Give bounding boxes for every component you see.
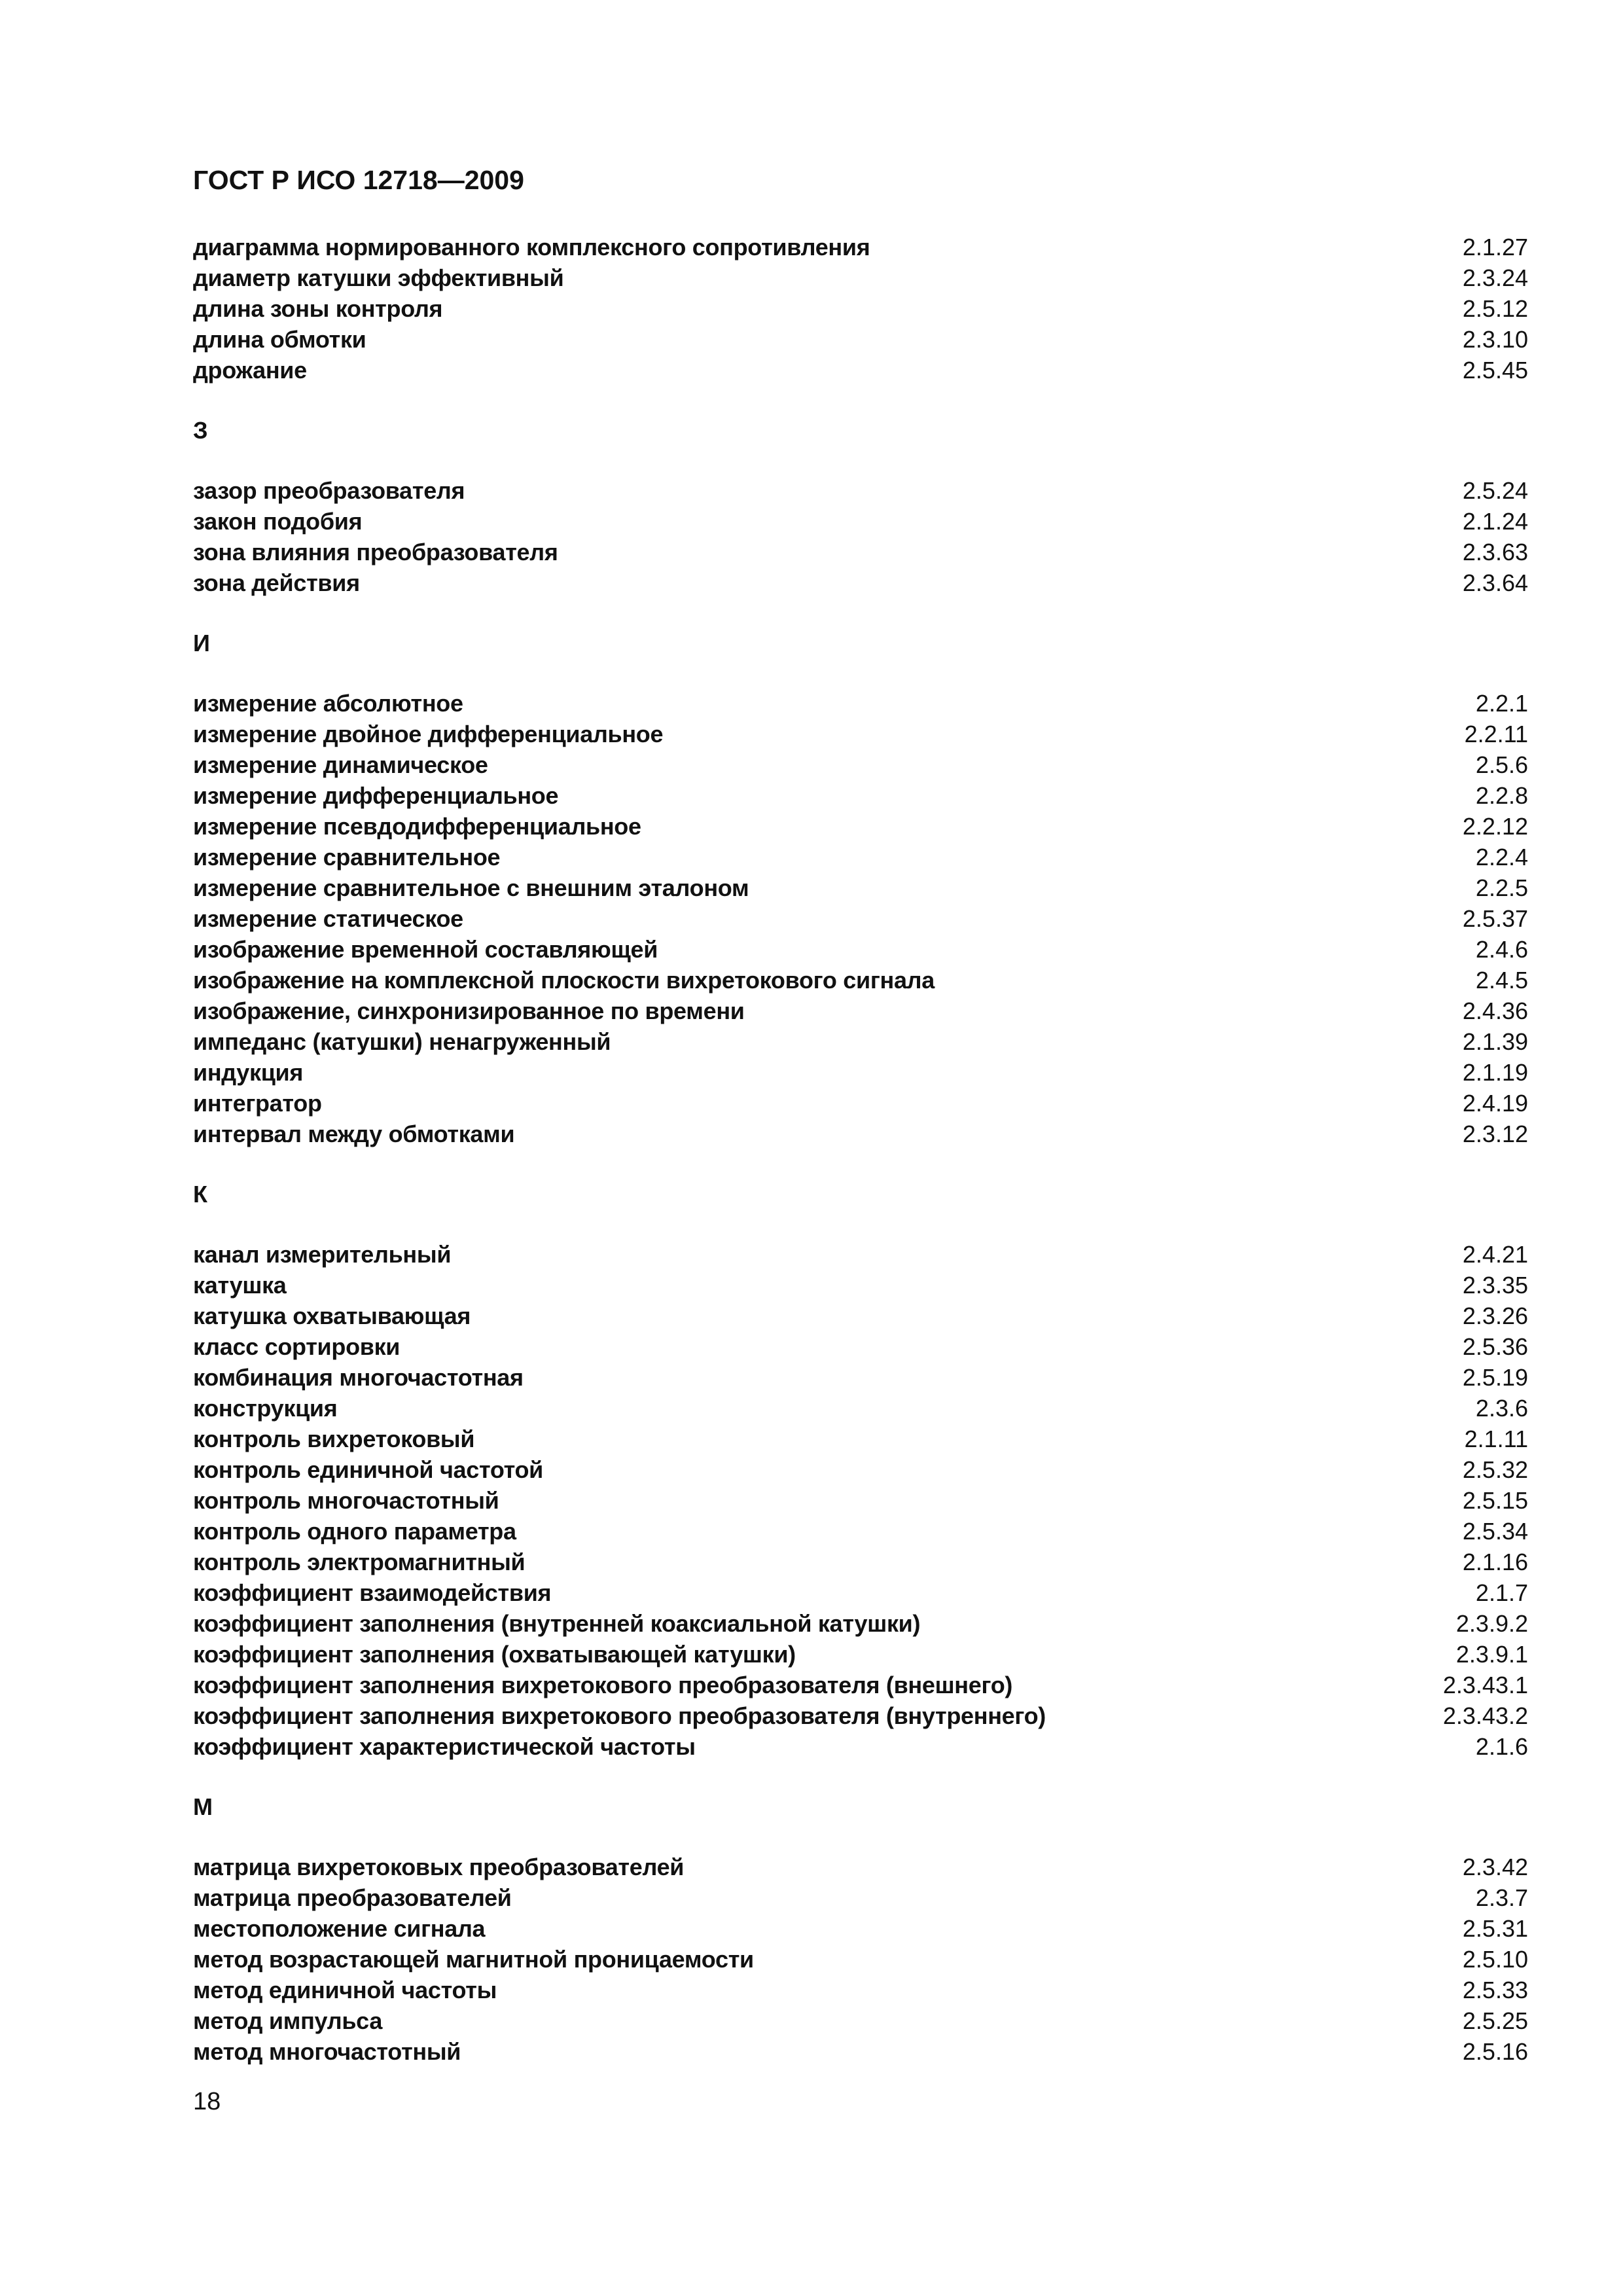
index-term: измерение двойное дифференциальное — [193, 721, 664, 747]
index-entry — [193, 1057, 1528, 1088]
index-entry — [193, 2005, 1528, 2036]
index-entry — [193, 934, 1528, 965]
index-reference: 2.3.64 — [1462, 569, 1528, 596]
index-reference: 2.5.24 — [1462, 477, 1528, 504]
index-reference: 2.2.8 — [1475, 782, 1528, 809]
index-term: матрица преобразователей — [193, 1884, 512, 1911]
index-term: метод импульса — [193, 2007, 383, 2034]
section-letter: З — [193, 417, 208, 444]
index-entry — [193, 1731, 1528, 1762]
index-reference: 2.2.5 — [1475, 874, 1528, 901]
index-section — [193, 628, 1528, 1149]
index-term: класс сортировки — [193, 1333, 401, 1360]
index-term: зона действия — [193, 569, 360, 596]
document-header: ГОСТ Р ИСО 12718—2009 — [193, 165, 524, 195]
index-reference: 2.3.10 — [1462, 326, 1528, 353]
index-reference: 2.4.5 — [1475, 967, 1528, 994]
index-section — [193, 1791, 1528, 2067]
index-entry — [193, 506, 1528, 537]
index-reference: 2.1.7 — [1475, 1579, 1528, 1606]
index-entry — [193, 1026, 1528, 1057]
index-reference: 2.3.43.2 — [1442, 1702, 1528, 1729]
index-entry — [193, 1882, 1528, 1913]
page-number: 18 — [193, 2088, 221, 2115]
index-reference: 2.2.1 — [1475, 690, 1528, 717]
index-term: местоположение сигнала — [193, 1915, 486, 1942]
index-reference: 2.3.26 — [1462, 1302, 1528, 1329]
index-term: контроль единичной частотой — [193, 1456, 544, 1483]
index-term: катушка охватывающая — [193, 1302, 471, 1329]
index-reference: 2.4.21 — [1462, 1241, 1528, 1268]
index-reference: 2.3.12 — [1462, 1121, 1528, 1147]
index-term: длина зоны контроля — [193, 295, 443, 322]
index-section — [193, 415, 1528, 598]
index-term: импеданс (катушки) ненагруженный — [193, 1028, 611, 1055]
index-term: изображение временной составляющей — [193, 936, 658, 963]
index-reference: 2.5.34 — [1462, 1518, 1528, 1545]
index-entry — [193, 324, 1528, 355]
index-entry — [193, 1944, 1528, 1975]
index-entry — [193, 537, 1528, 567]
index-term: метод многочастотный — [193, 2038, 461, 2065]
index-entry — [193, 903, 1528, 934]
index-reference: 2.5.19 — [1462, 1364, 1528, 1391]
index-reference: 2.3.9.1 — [1455, 1641, 1528, 1668]
index-term: коэффициент характеристической частоты — [193, 1733, 696, 1760]
index-term: катушка — [193, 1272, 287, 1299]
index-entry — [193, 1670, 1528, 1700]
index-entry — [193, 688, 1528, 719]
index-entries — [193, 1852, 1528, 2067]
index-entry — [193, 293, 1528, 324]
index-entry — [193, 1270, 1528, 1300]
index-entry — [193, 1362, 1528, 1393]
index-entry — [193, 1516, 1528, 1547]
index-entry — [193, 749, 1528, 780]
section-letter: И — [193, 630, 210, 656]
index-reference: 2.3.42 — [1462, 1854, 1528, 1880]
index-entry — [193, 965, 1528, 996]
index-entry — [193, 780, 1528, 811]
index-entry — [193, 811, 1528, 842]
index-reference: 2.2.4 — [1475, 844, 1528, 870]
index-entry — [193, 1088, 1528, 1119]
index-term: изображение, синхронизированное по времени — [193, 997, 745, 1024]
index-reference: 2.5.12 — [1462, 295, 1528, 322]
index-entry — [193, 1608, 1528, 1639]
index-entry — [193, 1639, 1528, 1670]
index-term: коэффициент взаимодействия — [193, 1579, 552, 1606]
index-term: метод возрастающей магнитной проницаемости — [193, 1946, 754, 1973]
index-term: интервал между обмотками — [193, 1121, 515, 1147]
index-entry — [193, 232, 1528, 262]
index-entries — [193, 688, 1528, 1149]
index-entry — [193, 1119, 1528, 1149]
index-reference: 2.1.27 — [1462, 234, 1528, 260]
index-section — [193, 1179, 1528, 1762]
index-entry — [193, 567, 1528, 598]
index-reference: 2.5.16 — [1462, 2038, 1528, 2065]
index-reference: 2.5.6 — [1475, 751, 1528, 778]
alphabetical-index — [193, 232, 1528, 2067]
index-term: измерение статическое — [193, 905, 463, 932]
index-term: конструкция — [193, 1395, 338, 1422]
index-section — [193, 232, 1528, 386]
index-entry — [193, 842, 1528, 872]
index-reference: 2.1.11 — [1464, 1426, 1528, 1452]
index-reference: 2.2.11 — [1464, 721, 1528, 747]
index-term: зона влияния преобразователя — [193, 539, 558, 565]
index-term: метод единичной частоты — [193, 1977, 497, 2003]
index-reference: 2.2.12 — [1462, 813, 1528, 840]
index-entry — [193, 1547, 1528, 1577]
index-entry — [193, 1975, 1528, 2005]
index-term: коэффициент заполнения (охватывающей катушки) — [193, 1641, 796, 1668]
index-entry — [193, 1913, 1528, 1944]
index-term: коэффициент заполнения (внутренней коаксиальной катушки) — [193, 1610, 921, 1637]
index-term: коэффициент заполнения вихретокового преобразователя (внутреннего) — [193, 1702, 1046, 1729]
index-term: контроль электромагнитный — [193, 1549, 526, 1575]
index-term: измерение динамическое — [193, 751, 488, 778]
index-entry — [193, 872, 1528, 903]
index-entry — [193, 1300, 1528, 1331]
index-reference: 2.4.6 — [1475, 936, 1528, 963]
index-entry — [193, 719, 1528, 749]
index-entry — [193, 1852, 1528, 1882]
index-entry — [193, 262, 1528, 293]
index-term: измерение псевдодифференциальное — [193, 813, 641, 840]
index-entry — [193, 1424, 1528, 1454]
index-term: контроль вихретоковый — [193, 1426, 475, 1452]
index-reference: 2.5.32 — [1462, 1456, 1528, 1483]
index-reference: 2.5.15 — [1462, 1487, 1528, 1514]
index-term: контроль одного параметра — [193, 1518, 516, 1545]
section-letter: М — [193, 1793, 213, 1820]
index-term: дрожание — [193, 357, 307, 384]
index-entry — [193, 1577, 1528, 1608]
index-reference: 2.3.63 — [1462, 539, 1528, 565]
index-entry — [193, 2036, 1528, 2067]
index-reference: 2.5.25 — [1462, 2007, 1528, 2034]
index-reference: 2.4.36 — [1462, 997, 1528, 1024]
index-reference: 2.3.7 — [1475, 1884, 1528, 1911]
index-entry — [193, 1485, 1528, 1516]
index-reference: 2.3.35 — [1462, 1272, 1528, 1299]
index-term: зазор преобразователя — [193, 477, 465, 504]
index-term: контроль многочастотный — [193, 1487, 499, 1514]
index-reference: 2.5.45 — [1462, 357, 1528, 384]
index-reference: 2.1.19 — [1462, 1059, 1528, 1086]
index-term: комбинация многочастотная — [193, 1364, 524, 1391]
section-letter: К — [193, 1181, 207, 1208]
index-reference: 2.5.37 — [1462, 905, 1528, 932]
index-reference: 2.5.31 — [1462, 1915, 1528, 1942]
index-reference: 2.3.9.2 — [1455, 1610, 1528, 1637]
index-term: измерение абсолютное — [193, 690, 463, 717]
index-entry — [193, 996, 1528, 1026]
index-entry — [193, 1239, 1528, 1270]
index-reference: 2.1.39 — [1462, 1028, 1528, 1055]
index-entry — [193, 1454, 1528, 1485]
index-reference: 2.3.43.1 — [1442, 1672, 1528, 1698]
index-entry — [193, 1331, 1528, 1362]
index-term: матрица вихретоковых преобразователей — [193, 1854, 685, 1880]
index-entry — [193, 1700, 1528, 1731]
index-term: измерение дифференциальное — [193, 782, 559, 809]
index-reference: 2.4.19 — [1462, 1090, 1528, 1117]
index-term: длина обмотки — [193, 326, 366, 353]
index-reference: 2.1.24 — [1462, 508, 1528, 535]
index-term: коэффициент заполнения вихретокового преобразователя (внешнего) — [193, 1672, 1013, 1698]
index-reference: 2.5.36 — [1462, 1333, 1528, 1360]
index-entries — [193, 232, 1528, 386]
index-reference: 2.1.6 — [1475, 1733, 1528, 1760]
index-entries — [193, 475, 1528, 598]
index-term: закон подобия — [193, 508, 363, 535]
index-term: диаметр катушки эффективный — [193, 264, 564, 291]
index-reference: 2.5.33 — [1462, 1977, 1528, 2003]
index-term: изображение на комплексной плоскости вихретокового сигнала — [193, 967, 935, 994]
index-term: канал измерительный — [193, 1241, 452, 1268]
index-entry — [193, 1393, 1528, 1424]
index-entry — [193, 355, 1528, 386]
index-term: диаграмма нормированного комплексного сопротивления — [193, 234, 870, 260]
index-term: индукция — [193, 1059, 304, 1086]
index-reference: 2.1.16 — [1462, 1549, 1528, 1575]
index-reference: 2.5.10 — [1462, 1946, 1528, 1973]
index-term: интегратор — [193, 1090, 322, 1117]
index-term: измерение сравнительное с внешним эталоном — [193, 874, 749, 901]
index-entry — [193, 475, 1528, 506]
index-reference: 2.3.24 — [1462, 264, 1528, 291]
index-reference: 2.3.6 — [1475, 1395, 1528, 1422]
index-entries — [193, 1239, 1528, 1762]
index-term: измерение сравнительное — [193, 844, 501, 870]
